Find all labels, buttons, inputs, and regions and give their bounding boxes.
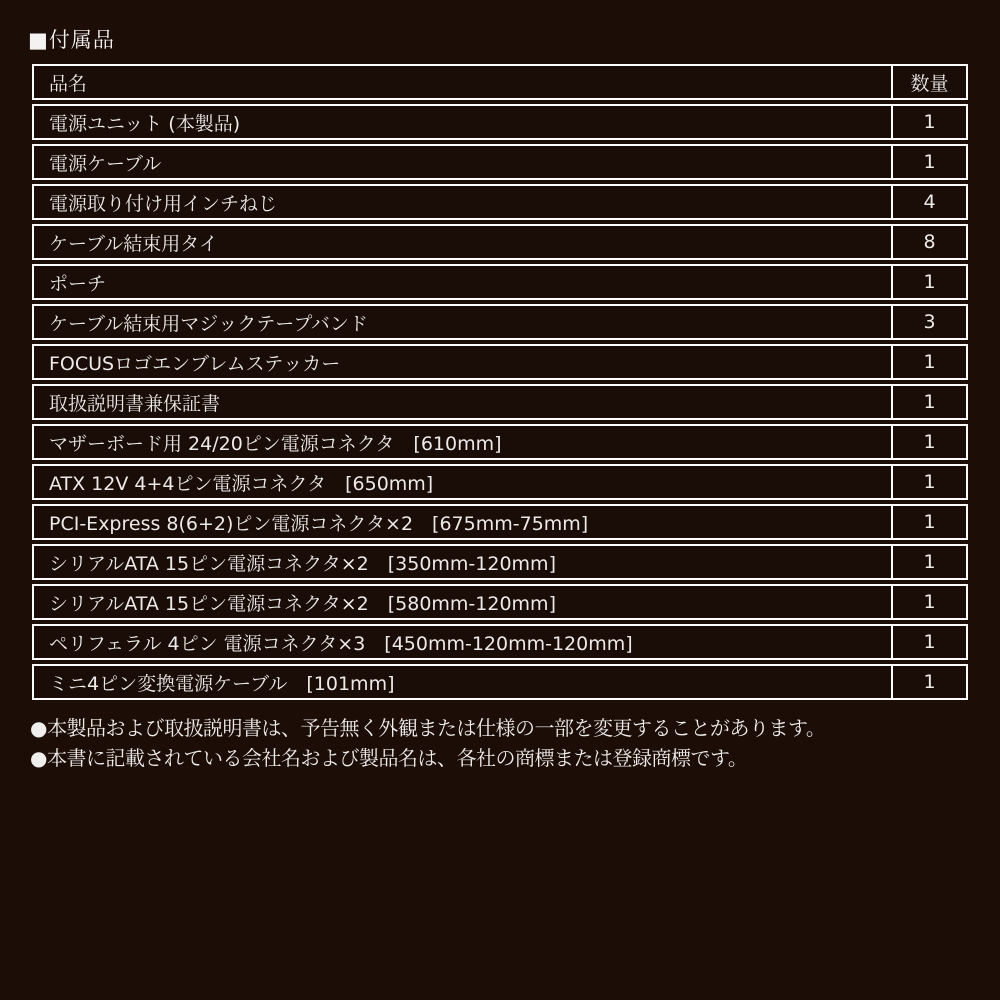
accessories-table	[32, 64, 968, 700]
item-name-cell: シリアルATA 15ピン電源コネクタ×2 [580mm-120mm]	[49, 592, 556, 615]
item-quantity-cell: 4	[891, 186, 966, 218]
item-name-cell: 電源ケーブル	[49, 152, 162, 175]
item-quantity-cell: 1	[891, 466, 966, 498]
item-name-cell: ミニ4ピン変換電源ケーブル [101mm]	[49, 672, 395, 695]
item-name-cell: ケーブル結束用タイ	[49, 232, 218, 255]
table-row	[32, 584, 968, 620]
table-row	[32, 384, 968, 420]
item-quantity-cell: 1	[891, 666, 966, 698]
item-quantity-cell: 1	[891, 386, 966, 418]
item-quantity-cell: 1	[891, 346, 966, 378]
item-name-cell: 電源取り付け用インチねじ	[49, 192, 278, 215]
item-name-cell: ATX 12V 4+4ピン電源コネクタ [650mm]	[49, 472, 434, 495]
item-quantity-cell: 1	[891, 266, 966, 298]
item-name-cell: 電源ユニット (本製品)	[49, 112, 241, 135]
item-quantity-cell: 8	[891, 226, 966, 258]
table-row	[32, 304, 968, 340]
column-header-item-name: 品名	[49, 72, 88, 95]
item-quantity-cell: 3	[891, 306, 966, 338]
table-header-row	[32, 64, 968, 100]
item-quantity-cell: 1	[891, 626, 966, 658]
column-header-quantity: 数量	[891, 66, 966, 98]
item-quantity-cell: 1	[891, 586, 966, 618]
item-name-cell: ポーチ	[49, 272, 107, 295]
item-quantity-cell: 1	[891, 106, 966, 138]
table-row	[32, 464, 968, 500]
table-row	[32, 144, 968, 180]
footnote-line: ●本書に記載されている会社名および製品名は、各社の商標または登録商標です。	[30, 746, 748, 770]
item-name-cell: ペリフェラル 4ピン 電源コネクタ×3 [450mm-120mm-120mm]	[49, 632, 633, 655]
table-row	[32, 104, 968, 140]
table-row	[32, 184, 968, 220]
table-row	[32, 344, 968, 380]
item-name-cell: シリアルATA 15ピン電源コネクタ×2 [350mm-120mm]	[49, 552, 556, 575]
table-row	[32, 264, 968, 300]
item-name-cell: PCI-Express 8(6+2)ピン電源コネクタ×2 [675mm-75mm]	[49, 512, 589, 535]
item-name-cell: マザーボード用 24/20ピン電源コネクタ [610mm]	[49, 432, 502, 455]
item-quantity-cell: 1	[891, 546, 966, 578]
item-quantity-cell: 1	[891, 426, 966, 458]
item-quantity-cell: 1	[891, 146, 966, 178]
table-row	[32, 424, 968, 460]
section-title: ■付属品	[28, 28, 115, 52]
accessories-table-body	[32, 104, 968, 700]
item-name-cell: FOCUSロゴエンブレムステッカー	[49, 352, 341, 375]
table-row	[32, 224, 968, 260]
table-row	[32, 664, 968, 700]
item-quantity-cell: 1	[891, 506, 966, 538]
item-name-cell: ケーブル結束用マジックテープバンド	[49, 312, 368, 335]
table-row	[32, 624, 968, 660]
table-row	[32, 544, 968, 580]
footnote-line: ●本製品および取扱説明書は、予告無く外観または仕様の一部を変更することがあります。	[30, 716, 826, 740]
item-name-cell: 取扱説明書兼保証書	[49, 392, 221, 415]
footnotes	[30, 713, 968, 773]
table-row	[32, 504, 968, 540]
